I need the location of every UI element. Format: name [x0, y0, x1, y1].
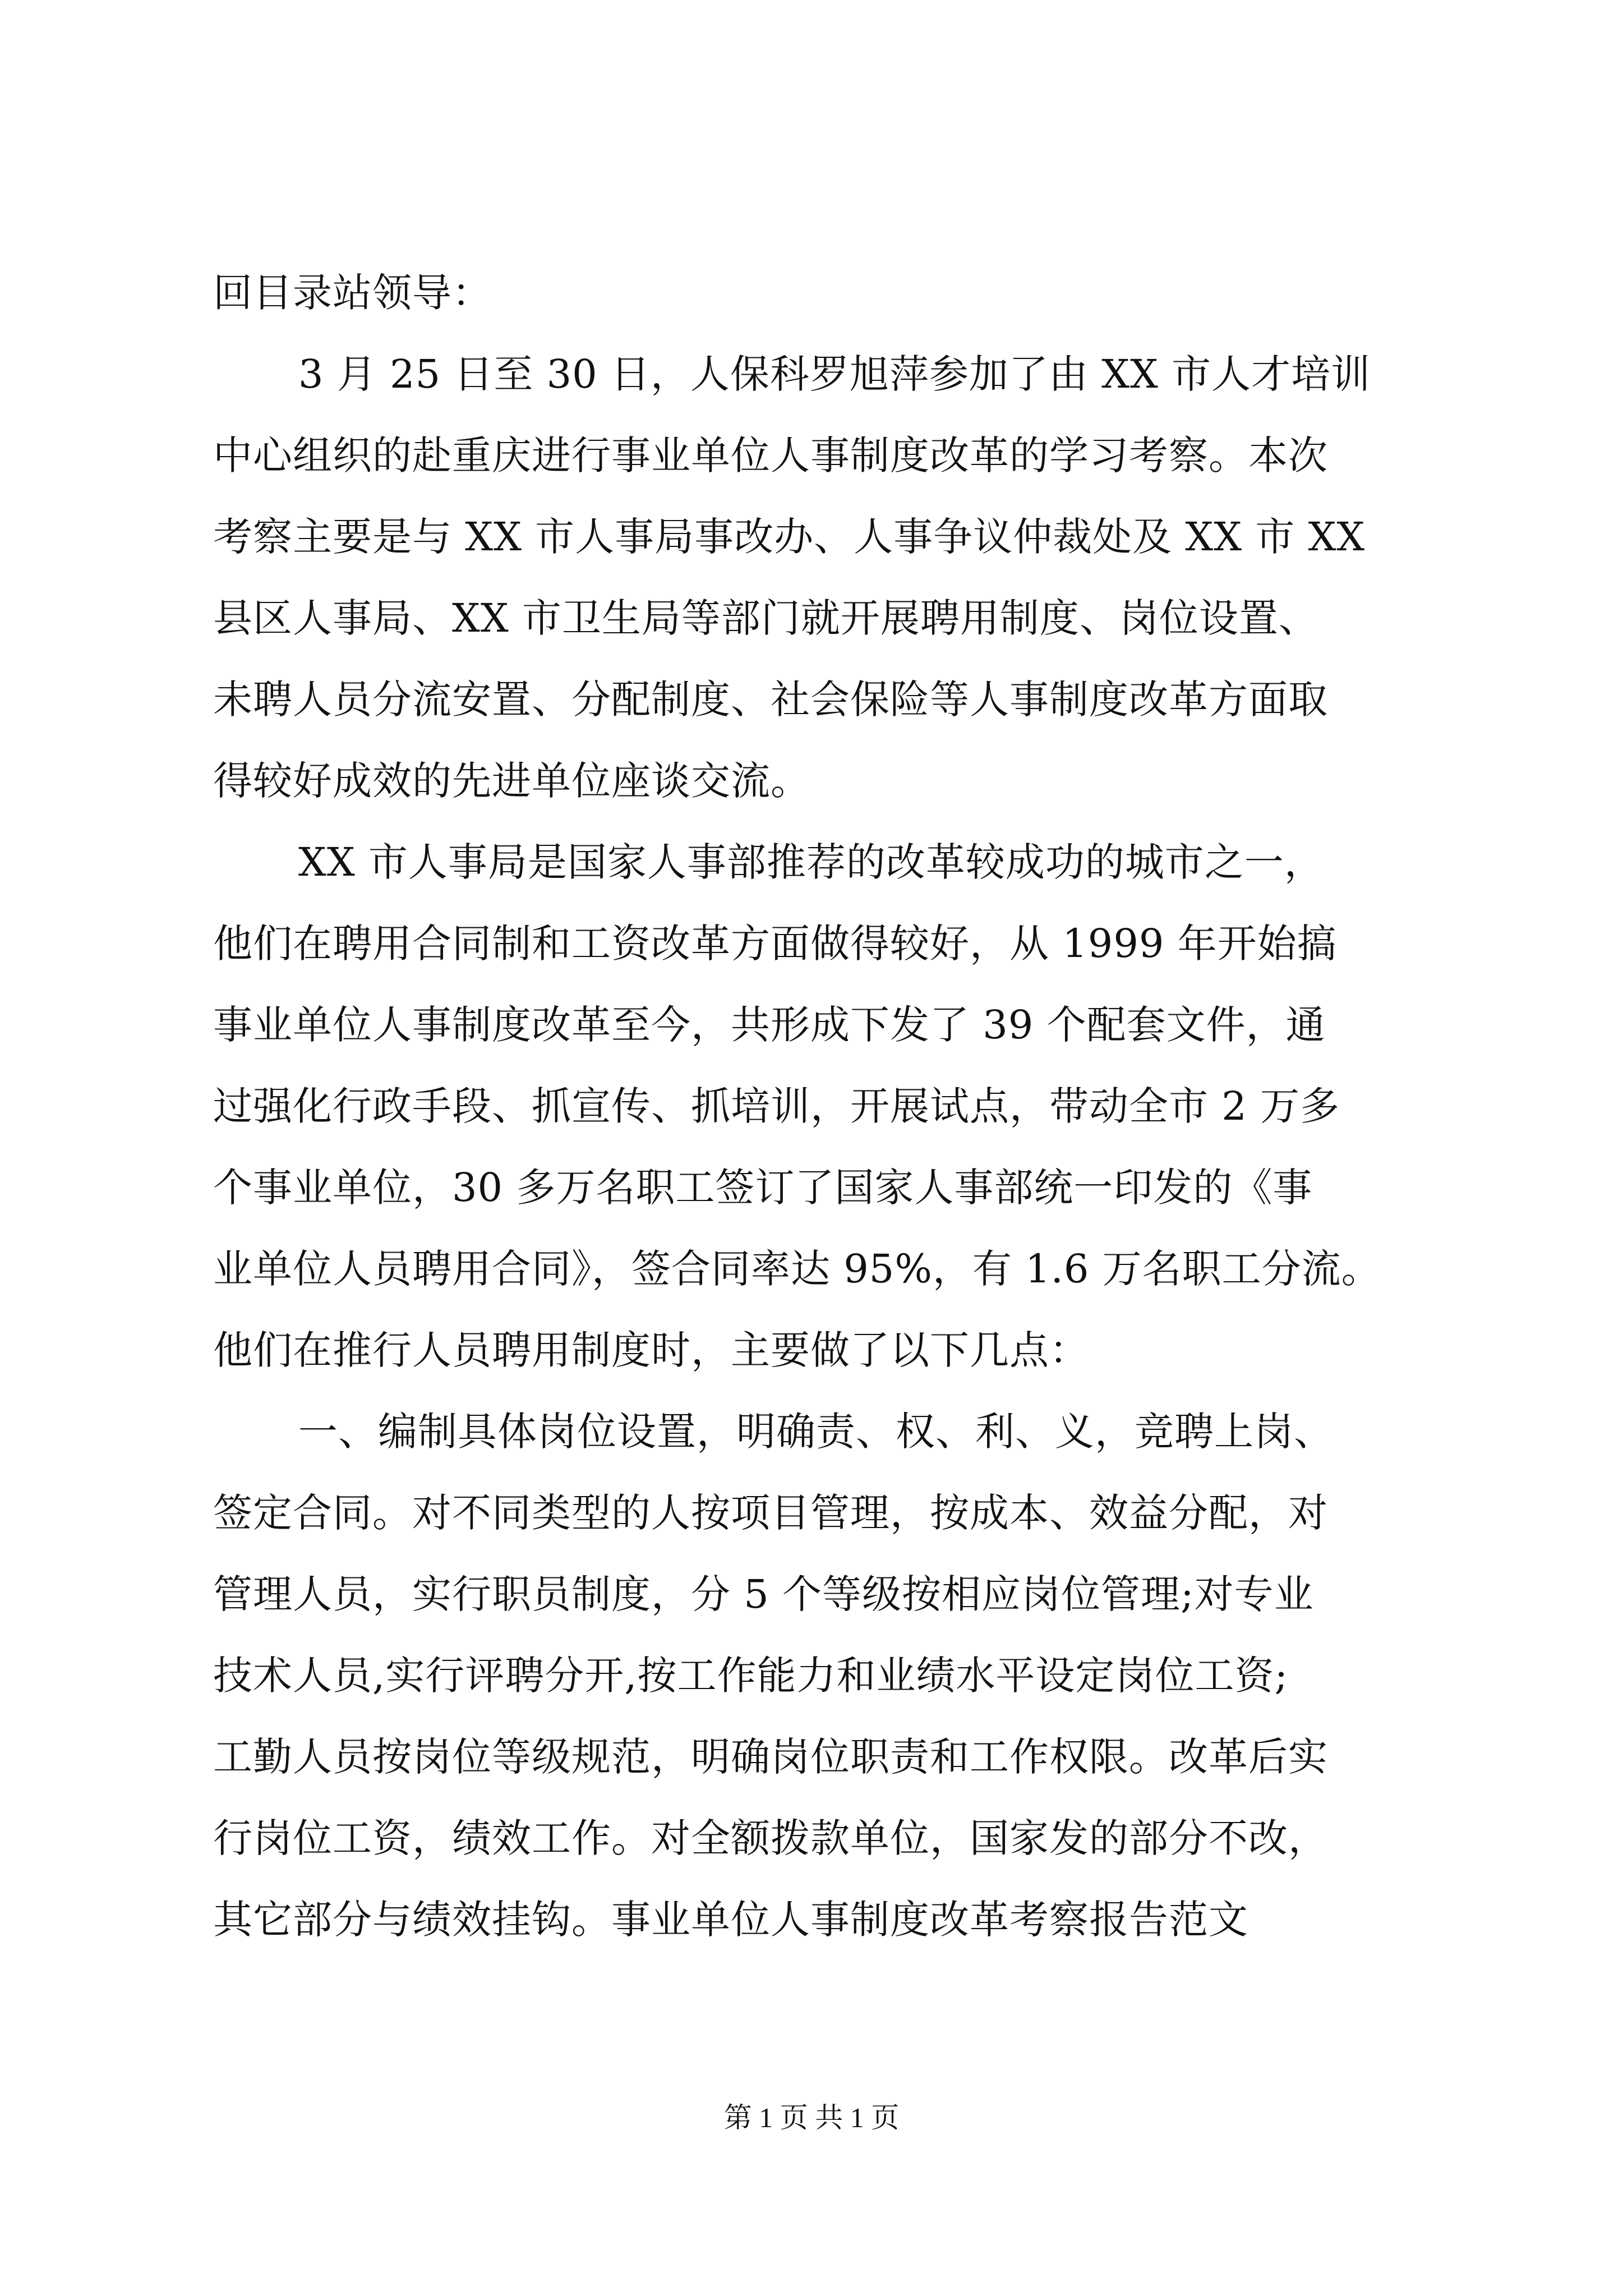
- paragraph-1-line-5: 未聘人员分流安置、分配制度、社会保险等人事制度改革方面取: [213, 677, 1328, 723]
- document-body: [213, 252, 1419, 1961]
- paragraph-2-line-2: 他们在聘用合同制和工资改革方面做得较好，从 1999 年开始搞: [213, 921, 1337, 967]
- paragraph-2-line-4: 过强化行政手段、抓宣传、抓培训，开展试点，带动全市 2 万多: [213, 1083, 1340, 1129]
- salutation-line: 回目录站领导：: [213, 270, 492, 316]
- paragraph-1-line-2: 中心组织的赴重庆进行事业单位人事制度改革的学习考察。本次: [213, 432, 1328, 478]
- paragraph-2-line-3: 事业单位人事制度改革至今，共形成下发了 39 个配套文件，通: [213, 1002, 1326, 1048]
- paragraph-1-line-6: 得较好成效的先进单位座谈交流。: [213, 758, 810, 804]
- paragraph-3-line-4: 技术人员,实行评聘分开,按工作能力和业绩水平设定岗位工资;: [213, 1653, 1289, 1699]
- paragraph-1-line-3: 考察主要是与 XX 市人事局事改办、人事争议仲裁处及 XX 市 XX: [213, 514, 1366, 560]
- paragraph-3-line-2: 签定合同。对不同类型的人按项目管理，按成本、效益分配，对: [213, 1490, 1328, 1536]
- paragraph-3-line-7: 其它部分与绩效挂钩。事业单位人事制度改革考察报告范文: [213, 1897, 1248, 1943]
- paragraph-2-line-1: XX 市人事局是国家人事部推荐的改革较成功的城市之一，: [298, 839, 1324, 885]
- paragraph-3-line-5: 工勤人员按岗位等级规范，明确岗位职责和工作权限。改革后实: [213, 1734, 1328, 1780]
- paragraph-2-line-6: 业单位人员聘用合同》，签合同率达 95%，有 1.6 万名职工分流。: [213, 1246, 1381, 1292]
- paragraph-2-line-5: 个事业单位，30 多万名职工签订了国家人事部统一印发的《事: [213, 1165, 1313, 1211]
- paragraph-1-line-1: 3 月 25 日至 30 日，人保科罗旭萍参加了由 XX 市人才培训: [298, 351, 1371, 397]
- page-number-label: 第 1 页 共 1 页: [723, 2102, 900, 2133]
- paragraph-3-line-3: 管理人员，实行职员制度，分 5 个等级按相应岗位管理;对专业: [213, 1571, 1314, 1617]
- paragraph-3-line-1: 一、编制具体岗位设置，明确责、权、利、义，竞聘上岗、: [298, 1409, 1334, 1455]
- paragraph-1-line-4: 县区人事局、XX 市卫生局等部门就开展聘用制度、岗位设置、: [213, 595, 1318, 641]
- page-footer: [0, 2101, 1623, 2134]
- paragraph-3-line-6: 行岗位工资，绩效工作。对全额拨款单位，国家发的部分不改，: [213, 1815, 1328, 1861]
- paragraph-2-line-7: 他们在推行人员聘用制度时，主要做了以下几点：: [213, 1327, 1089, 1373]
